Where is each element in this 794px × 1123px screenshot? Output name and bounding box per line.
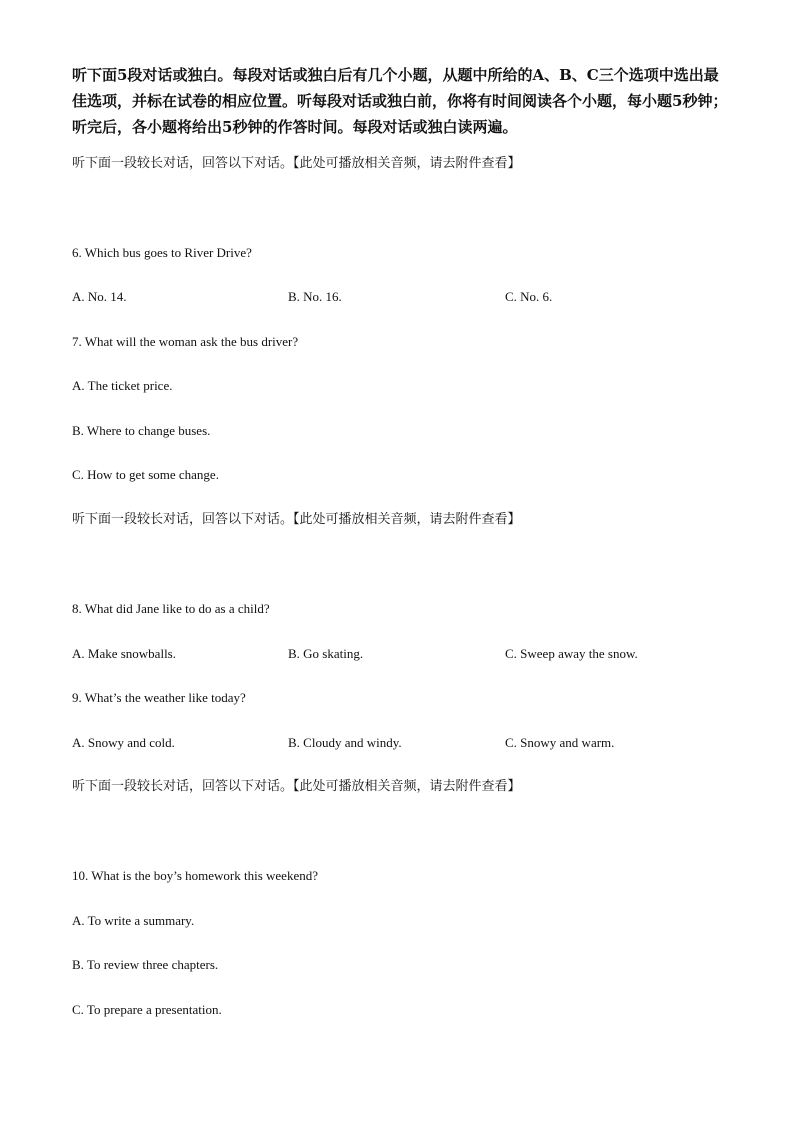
section-instruction: 听下面一段较长对话，回答以下对话。【此处可播放相关音频，请去附件查看】 [72, 779, 521, 794]
option-b: B. Where to change buses. [72, 423, 211, 438]
section-instruction: 听下面一段较长对话，回答以下对话。【此处可播放相关音频，请去附件查看】 [72, 512, 521, 527]
option-a: A. To write a summary. [72, 913, 195, 928]
listening-directions: 听下面5段对话或独白。每段对话或独白后有几个小题，从题中所给的A、B、C三个选项中选出最佳选项，并标在试卷的相应位置。听每段对话或独白前，你将有时间阅读各个小题，每小题5秒钟；听完后，各小题将给出5秒钟的作答时间。每段对话或独白读两遍。 [72, 66, 728, 136]
option-c: C. Sweep away the snow. [505, 646, 638, 661]
option-b: B. Cloudy and windy. [288, 735, 402, 750]
option-c: C. To prepare a presentation. [72, 1002, 222, 1017]
question-stem: 9. What’s the weather like today? [72, 690, 246, 705]
option-c: C. Snowy and warm. [505, 735, 615, 750]
option-b: B. No. 16. [288, 289, 342, 304]
question-stem: 6. Which bus goes to River Drive? [72, 245, 252, 260]
option-c: C. No. 6. [505, 289, 553, 304]
question-stem: 10. What is the boy’s homework this weekend? [72, 868, 318, 883]
option-a: A. Snowy and cold. [72, 735, 175, 750]
option-a: A. No. 14. [72, 289, 127, 304]
question-stem: 7. What will the woman ask the bus driver? [72, 334, 299, 349]
section-instruction: 听下面一段较长对话，回答以下对话。【此处可播放相关音频，请去附件查看】 [72, 156, 521, 171]
question-stem: 8. What did Jane like to do as a child? [72, 601, 270, 616]
option-a: A. The ticket price. [72, 378, 173, 393]
option-b: B. To review three chapters. [72, 957, 219, 972]
option-b: B. Go skating. [288, 646, 364, 661]
option-c: C. How to get some change. [72, 467, 219, 482]
option-a: A. Make snowballs. [72, 646, 176, 661]
